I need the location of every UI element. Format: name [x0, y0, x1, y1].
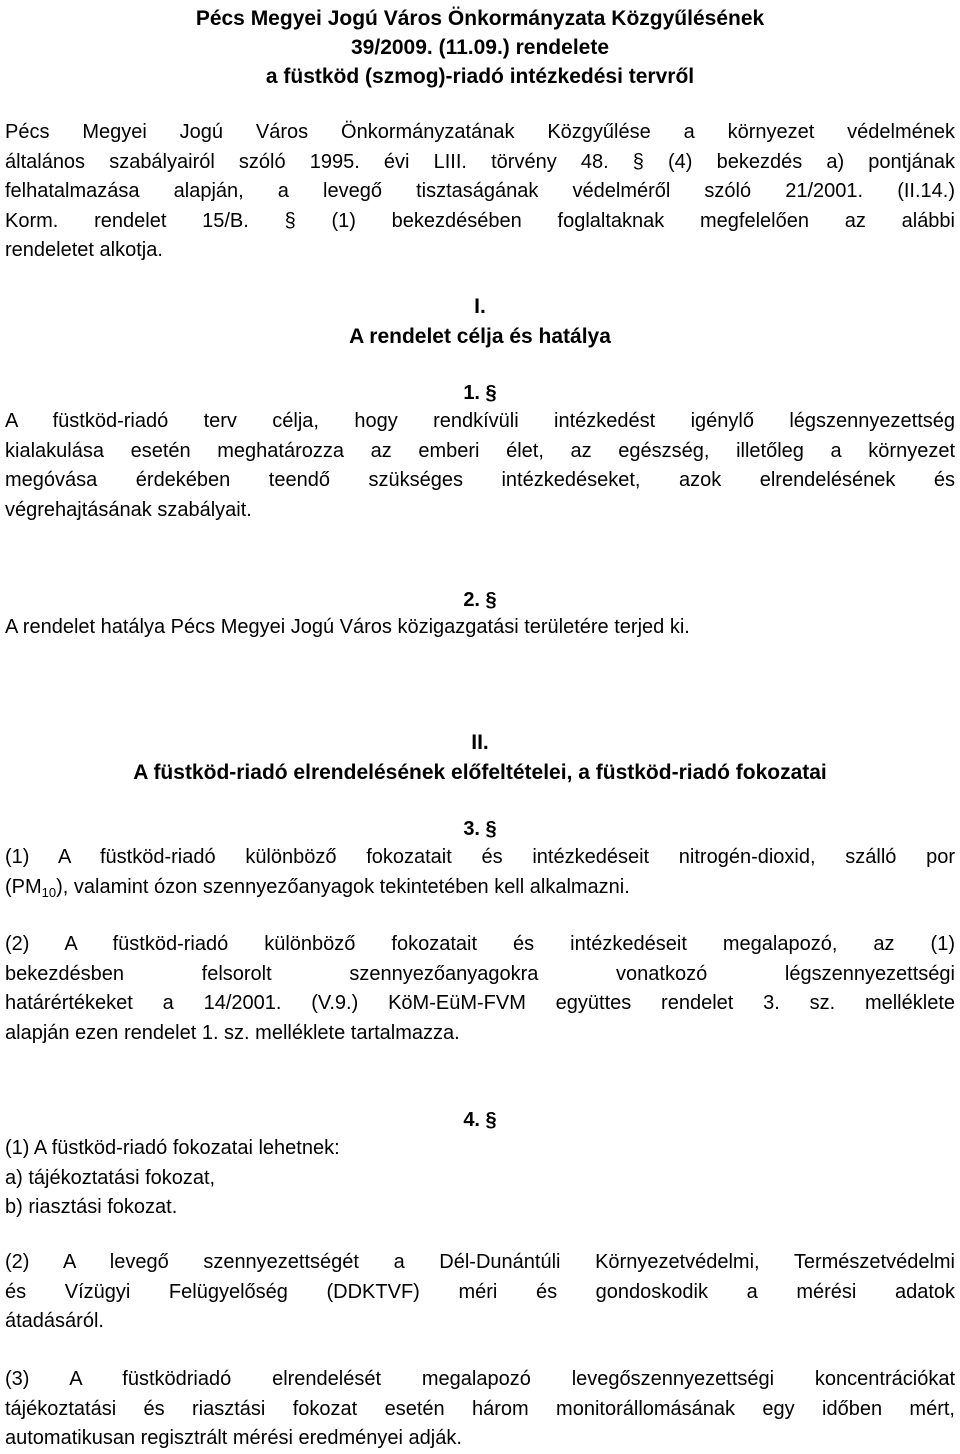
- section-3-line: alapján ezen rendelet 1. sz. melléklete tartalmazza.: [5, 1021, 460, 1044]
- preamble-line: Korm. rendelet 15/B. § (1) bekezdésében foglaltaknak megfelelően az alábbi: [5, 209, 955, 232]
- pm-prefix: (PM: [5, 875, 42, 898]
- section-4-line: b) riasztási fokozat.: [5, 1196, 178, 1218]
- section-1-line: megóvása érdekében teendő szükséges intézkedéseket, azok elrendelésének és: [5, 469, 955, 491]
- section-4-line: átadásáról.: [5, 1310, 104, 1332]
- chapter-1-heading: [0, 292, 960, 352]
- section-2-body: [5, 613, 955, 643]
- section-2-number: 2. §: [463, 589, 497, 611]
- preamble-line: általános szabályairól szóló 1995. évi LIII. törvény 48. § (4) bekezdés a) pontjának: [5, 150, 955, 173]
- section-3-line: (2) A füstköd-riadó különböző fokozatait és intézkedéseit megalapozó, az (1): [5, 933, 955, 955]
- title-line-3: a füstköd (szmog)-riadó intézkedési tervről: [265, 65, 695, 88]
- chapter-1-numeral: I.: [474, 295, 486, 318]
- pm-subscript: 10: [41, 884, 57, 900]
- section-2-line: A rendelet hatálya Pécs Megyei Jogú Város közigazgatási területére terjed ki.: [5, 616, 690, 638]
- preamble: [5, 118, 955, 266]
- chapter-2-numeral: II.: [471, 731, 489, 754]
- title-line-1: Pécs Megyei Jogú Város Önkormányzata Közgyűlésének: [195, 7, 765, 30]
- section-3-line: [5, 873, 955, 908]
- section-4-line: (2) A levegő szennyezettségét a Dél-Dunántúli Környezetvédelmi, Természetvédelmi: [5, 1251, 955, 1273]
- section-3-paragraph-2: [5, 930, 955, 1048]
- section-3-line: (1) A füstköd-riadó különböző fokozatait és intézkedéseit nitrogén-dioxid, szálló por: [5, 846, 955, 868]
- preamble-line: rendeletet alkotja.: [5, 239, 163, 261]
- section-4-number: 4. §: [463, 1109, 497, 1131]
- section-1-line: végrehajtásának szabályait.: [5, 498, 252, 521]
- section-4-line: és Vízügyi Felügyelőség (DDKTVF) méri és gondoskodik a mérési adatok: [5, 1280, 955, 1303]
- section-3-line: bekezdésben felsorolt szennyezőanyagokra vonatkozó légszennyezettségi: [5, 962, 955, 985]
- chapter-2-heading: [0, 728, 960, 788]
- title-line-2: 39/2009. (11.09.) rendelete: [351, 36, 609, 59]
- section-1-line: A füstköd-riadó terv célja, hogy rendkívüli intézkedést igénylő légszennyezettség: [5, 410, 955, 432]
- section-4-line: a) tájékoztatási fokozat,: [5, 1166, 216, 1189]
- section-4-paragraph-2: [5, 1248, 955, 1337]
- section-1-number: 1. §: [463, 382, 497, 404]
- preamble-line: felhatalmazása alapján, a levegő tisztaságának védelméről szóló 21/2001. (II.14.): [5, 180, 955, 202]
- preamble-line: Pécs Megyei Jogú Város Önkormányzatának Közgyűlése a környezet védelmének: [5, 121, 955, 143]
- section-4-paragraph-3: [5, 1365, 955, 1454]
- chapter-1-title: A rendelet célja és hatálya: [349, 325, 611, 348]
- section-3-paragraph-1: [5, 843, 955, 907]
- document-title: [0, 4, 960, 91]
- section-4-line: (3) A füstködriadó elrendelését megalapozó levegőszennyezettségi koncentrációkat: [5, 1368, 955, 1390]
- chapter-2-title: A füstköd-riadó elrendelésének előfeltételei, a füstköd-riadó fokozatai: [133, 761, 827, 784]
- section-1-body: [5, 407, 955, 525]
- section-4-line: automatikusan regisztrált mérési eredményei adják.: [5, 1427, 462, 1449]
- section-1-line: kialakulása esetén meghatározza az emberi élet, az egészség, illetőleg a környezet: [5, 439, 955, 462]
- section-3-number: 3. §: [463, 818, 497, 840]
- section-4-line: (1) A füstköd-riadó fokozatai lehetnek:: [5, 1137, 340, 1159]
- section-3-line: határértékeket a 14/2001. (V.9.) KöM-EüM-FVM együttes rendelet 3. sz. melléklete: [5, 992, 955, 1014]
- pm-suffix: ), valamint ózon szennyezőanyagok tekintetében kell alkalmazni.: [56, 875, 630, 898]
- section-4-line: tájékoztatási és riasztási fokozat esetén három monitorállomásának egy időben mért,: [5, 1397, 955, 1420]
- section-4-paragraph-1: [5, 1134, 955, 1223]
